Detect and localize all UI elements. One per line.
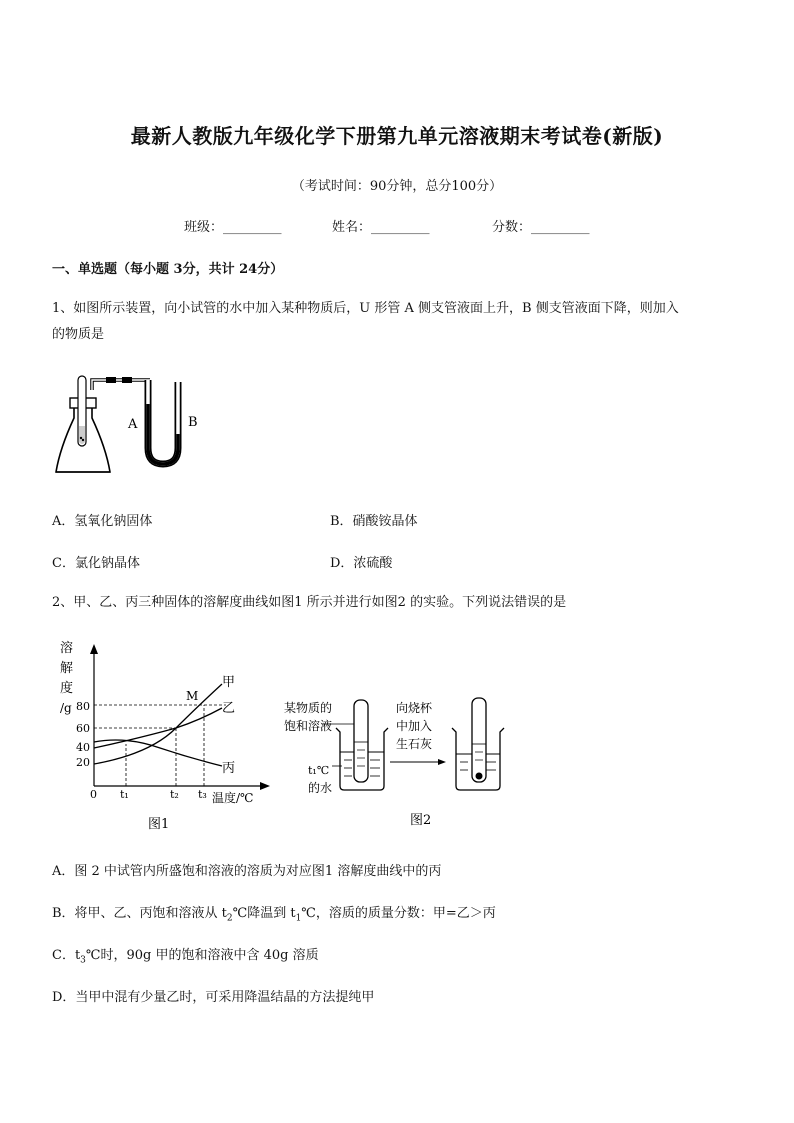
exam-info: （考试时间：90分钟，总分100分） (291, 179, 503, 194)
section-heading: 一、单选题（每小题 3分，共计 24分） (52, 262, 284, 277)
fig2-label-4: 的水 (308, 781, 333, 795)
xtick-t1: t₁ (120, 788, 129, 801)
u-tube (148, 380, 178, 464)
q2-option-d: D．当甲中混有少量乙时，可采用降温结晶的方法提纯甲 (52, 990, 375, 1005)
xtick-t3: t₃ (198, 788, 207, 801)
class-blank: _________ (223, 220, 282, 235)
arrow-label-2: 中加入 (396, 719, 433, 733)
series-yi: 乙 (222, 701, 236, 716)
q2-option-c: C．$t_3℃$时，90g 甲的饱和溶液中含 40g 溶质 (52, 948, 319, 966)
y-label-2: 解 (60, 661, 74, 676)
fig2-label-2: 饱和溶液 (284, 719, 333, 733)
y-label-3: 度 (60, 681, 74, 696)
class-label: 班级： (184, 220, 224, 235)
q2-option-a: A．图 2 中试管内所盛饱和溶液的溶质为对应图1 溶解度曲线中的丙 (52, 864, 442, 879)
point-m: M (186, 689, 199, 703)
figure-2-caption: 图2 (410, 813, 432, 828)
experiment-figure (266, 690, 516, 830)
ytick-60: 60 (76, 722, 90, 735)
test-tube-2 (472, 698, 486, 782)
arrow-label-1: 向烧杯 (396, 701, 433, 715)
arrow-label-3: 生石灰 (396, 737, 433, 751)
y-label-1: 溶 (60, 641, 74, 656)
xtick-0: 0 (90, 788, 97, 801)
ytick-80: 80 (76, 700, 90, 713)
fig2-label-1: 某物质的 (284, 701, 333, 715)
series-jia: 甲 (222, 675, 236, 690)
curve-jia (94, 684, 222, 764)
precipitate (476, 773, 483, 780)
ytick-20: 20 (76, 756, 90, 769)
question-1-figure (50, 368, 220, 480)
q1-option-c: C．氯化钠晶体 (52, 556, 140, 571)
label-b: B (188, 415, 198, 430)
page-title: 最新人教版九年级化学下册第九单元溶液期末考试卷(新版) (130, 124, 664, 148)
question-2-stem: 2、甲、乙、丙三种固体的溶解度曲线如图1 所示并进行如图2 的实验。下列说法错误的是 (52, 595, 567, 610)
q2-option-b: B．将甲、乙、丙饱和溶液从 $t_2℃$降温到 $t_1℃$，溶质的质量分数：甲=乙＞丙 (52, 906, 496, 924)
question-1-stem (52, 296, 752, 348)
name-blank: _________ (371, 220, 430, 235)
fig2-label-3: t₁℃ (308, 764, 330, 777)
ytick-40: 40 (76, 741, 90, 754)
score-label: 分数： (492, 220, 532, 235)
score-blank: _________ (531, 220, 590, 235)
score-field (492, 216, 590, 235)
q1-option-b: B．硝酸铵晶体 (330, 514, 418, 529)
xtick-t2: t₂ (170, 788, 179, 801)
q1-option-d: D．浓硫酸 (330, 556, 393, 571)
class-field (184, 216, 282, 235)
label-a: A (128, 417, 138, 432)
q1-option-a: A．氢氧化钠固体 (52, 514, 153, 529)
test-tube-1 (354, 700, 368, 782)
question-1-line2: 的物质是 (52, 327, 105, 342)
figure-1-caption: 图1 (148, 817, 170, 832)
name-label: 姓名： (332, 220, 372, 235)
series-bing: 丙 (222, 761, 236, 776)
question-1-line1: 1、如图所示装置，向小试管的水中加入某种物质后，U 形管 A 侧支管液面上升，B 侧支管液面下降，则加入 (52, 301, 679, 316)
x-label: 温度/℃ (212, 791, 254, 805)
name-field (332, 216, 430, 235)
y-label-4: /g (60, 701, 72, 715)
solubility-curve-figure (50, 636, 280, 836)
